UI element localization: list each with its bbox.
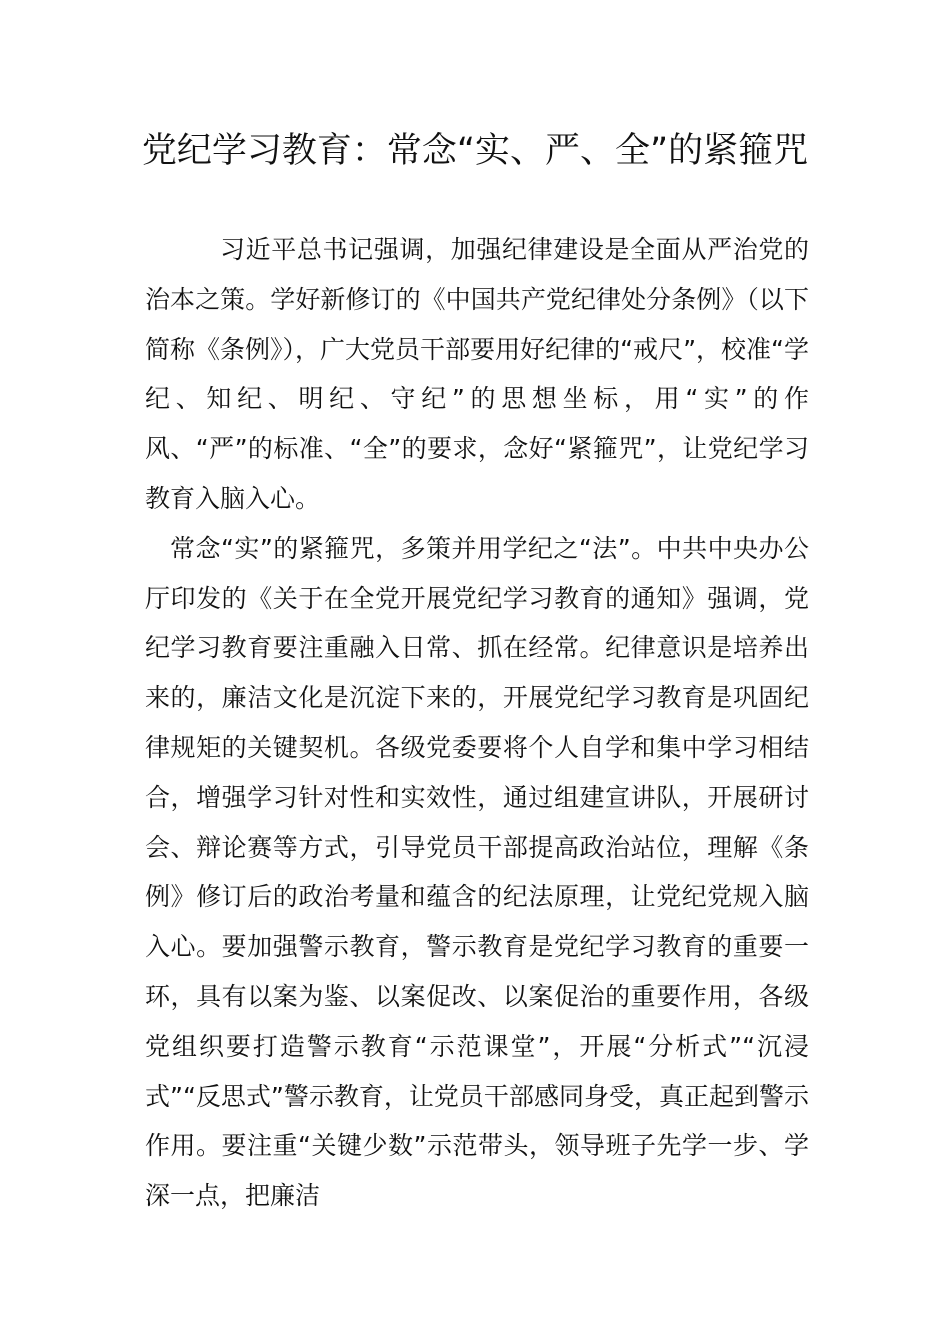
document-title: 党纪学习教育：常念“实、严、全”的紧箍咒 <box>141 131 809 171</box>
document-body <box>145 225 809 1221</box>
paragraph-section-shi: 常念“实”的紧箍咒，多策并用学纪之“法”。中共中央办公厅印发的《关于在全党开展党纪学习教育的通知》强调，党纪学习教育要注重融入日常、抓在经常。纪律意识是培养出来的，廉洁文化是沉淀下来的，开展党纪学习教育是巩固纪律规矩的关键契机。各级党委要将个人自学和集中学习相结合，增强学习针对性和实效性，通过组建宣讲队，开展研讨会、辩论赛等方式，引导党员干部提高政治站位，理解《条例》修订后的政治考量和蕴含的纪法原理，让党纪党规入脑入心。要加强警示教育，警示教育是党纪学习教育的重要一环，具有以案为鉴、以案促改、以案促治的重要作用，各级党组织要打造警示教育“示范课堂”，开展“分析式”“沉浸式”“反思式”警示教育，让党员干部感同身受，真正起到警示作用。要注重“关键少数”示范带头，领导班子先学一步、学深一点，把廉洁 <box>145 533 809 1211</box>
paragraph-intro: 习近平总书记强调，加强纪律建设是全面从严治党的治本之策。学好新修订的《中国共产党纪律处分条例》（以下简称《条例》），广大党员干部要用好纪律的“戒尺”，校准“学纪、知纪、明纪、守纪”的思想坐标，用“实”的作风、“严”的标准、“全”的要求，念好“紧箍咒”，让党纪学习教育入脑入心。 <box>145 235 809 513</box>
